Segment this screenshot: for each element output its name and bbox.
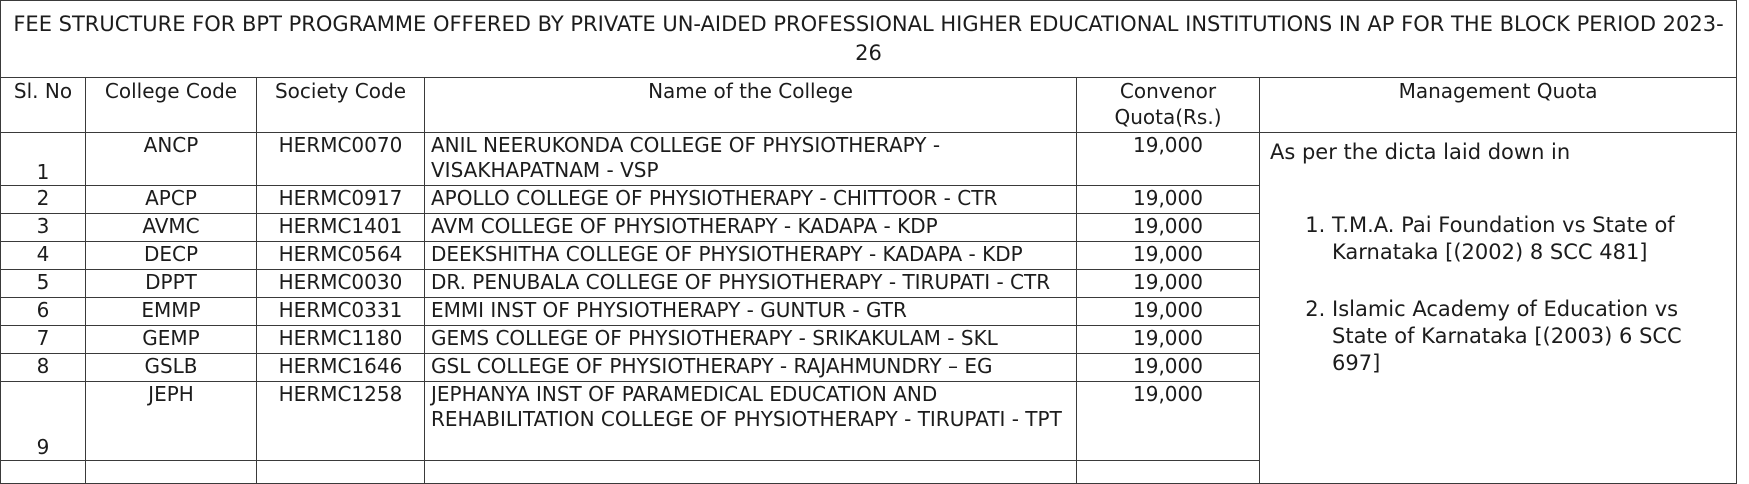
college-name-cell: APOLLO COLLEGE OF PHYSIOTHERAPY - CHITTOOR - CTR <box>425 186 1077 214</box>
convenor-fee-cell <box>1077 461 1260 484</box>
society-code-cell: HERMC0564 <box>257 242 425 270</box>
society-code-cell: HERMC0070 <box>257 133 425 186</box>
sl-no-cell: 6 <box>1 298 86 326</box>
convenor-fee-cell: 19,000 <box>1077 298 1260 326</box>
college-name-cell: EMMI INST OF PHYSIOTHERAPY - GUNTUR - GTR <box>425 298 1077 326</box>
college-code-cell: GEMP <box>86 326 257 354</box>
college-name-cell: GEMS COLLEGE OF PHYSIOTHERAPY - SRIKAKULAM - SKL <box>425 326 1077 354</box>
college-code-cell: JEPH <box>86 382 257 461</box>
column-header-sl-no: Sl. No <box>1 78 86 133</box>
table-row <box>1 133 1737 186</box>
college-name-cell: DR. PENUBALA COLLEGE OF PHYSIOTHERAPY - TIRUPATI - CTR <box>425 270 1077 298</box>
list-item: 2. Islamic Academy of Education vs State of Karnataka [(2003) 6 SCC 697] <box>1332 296 1726 377</box>
convenor-fee-cell: 19,000 <box>1077 214 1260 242</box>
sl-no-cell: 5 <box>1 270 86 298</box>
college-code-cell: GSLB <box>86 354 257 382</box>
sl-no-cell: 2 <box>1 186 86 214</box>
college-code-cell: APCP <box>86 186 257 214</box>
convenor-fee-cell: 19,000 <box>1077 270 1260 298</box>
management-quota-cell <box>1260 133 1737 484</box>
society-code-cell: HERMC1180 <box>257 326 425 354</box>
college-code-cell: AVMC <box>86 214 257 242</box>
management-quota-intro: As per the dicta laid down in <box>1270 140 1571 164</box>
college-code-cell: DPPT <box>86 270 257 298</box>
list-item: 1. T.M.A. Pai Foundation vs State of Karnataka [(2002) 8 SCC 481] <box>1332 212 1726 266</box>
column-header-college-code: College Code <box>86 78 257 133</box>
society-code-cell: HERMC0331 <box>257 298 425 326</box>
sl-no-cell: 3 <box>1 214 86 242</box>
convenor-fee-cell: 19,000 <box>1077 242 1260 270</box>
society-code-cell: HERMC1401 <box>257 214 425 242</box>
convenor-fee-cell: 19,000 <box>1077 133 1260 186</box>
sl-no-cell: 7 <box>1 326 86 354</box>
college-name-cell: AVM COLLEGE OF PHYSIOTHERAPY - KADAPA - KDP <box>425 214 1077 242</box>
college-code-cell: DECP <box>86 242 257 270</box>
column-header-college-name: Name of the College <box>425 78 1077 133</box>
society-code-cell: HERMC1258 <box>257 382 425 461</box>
convenor-fee-cell: 19,000 <box>1077 326 1260 354</box>
column-header-convenor-quota: Convenor Quota(Rs.) <box>1077 78 1260 133</box>
sl-no-cell: 4 <box>1 242 86 270</box>
convenor-fee-cell: 19,000 <box>1077 382 1260 461</box>
society-code-cell: HERMC0030 <box>257 270 425 298</box>
column-header-management-quota: Management Quota <box>1260 78 1737 133</box>
case-law-list <box>1270 212 1726 377</box>
college-code-cell: EMMP <box>86 298 257 326</box>
table-title: FEE STRUCTURE FOR BPT PROGRAMME OFFERED BY PRIVATE UN-AIDED PROFESSIONAL HIGHER EDUCATIONAL INSTITUTIONS IN AP FOR THE BLOCK PERIOD 2023-26 <box>1 1 1737 78</box>
college-name-cell <box>425 461 1077 484</box>
sl-no-cell: 8 <box>1 354 86 382</box>
society-code-cell <box>257 461 425 484</box>
college-name-cell: JEPHANYA INST OF PARAMEDICAL EDUCATION AND REHABILITATION COLLEGE OF PHYSIOTHERAPY - TIRUPATI - TPT <box>425 382 1077 461</box>
college-name-cell: ANIL NEERUKONDA COLLEGE OF PHYSIOTHERAPY - VISAKHAPATNAM - VSP <box>425 133 1077 186</box>
sl-no-cell: 9 <box>1 382 86 461</box>
college-code-cell: ANCP <box>86 133 257 186</box>
college-name-cell: GSL COLLEGE OF PHYSIOTHERAPY - RAJAHMUNDRY – EG <box>425 354 1077 382</box>
column-header-society-code: Society Code <box>257 78 425 133</box>
sl-no-cell: 1 <box>1 133 86 186</box>
convenor-fee-cell: 19,000 <box>1077 354 1260 382</box>
society-code-cell: HERMC1646 <box>257 354 425 382</box>
sl-no-cell <box>1 461 86 484</box>
convenor-fee-cell: 19,000 <box>1077 186 1260 214</box>
college-code-cell <box>86 461 257 484</box>
header-row <box>1 78 1737 133</box>
college-name-cell: DEEKSHITHA COLLEGE OF PHYSIOTHERAPY - KADAPA - KDP <box>425 242 1077 270</box>
society-code-cell: HERMC0917 <box>257 186 425 214</box>
